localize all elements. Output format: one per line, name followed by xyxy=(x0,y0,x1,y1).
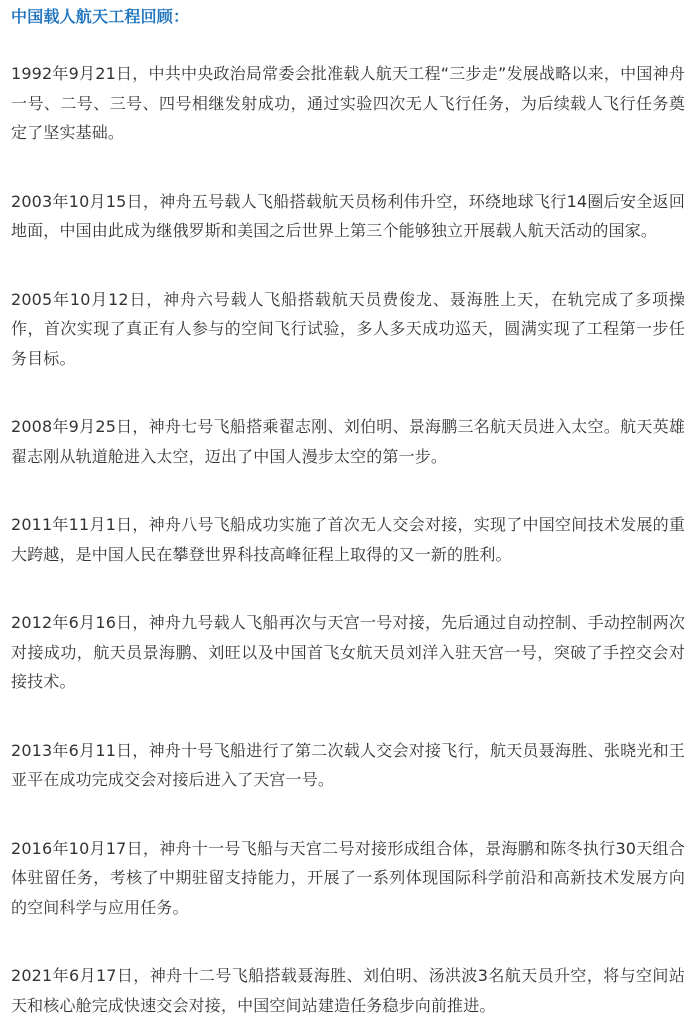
timeline-entry-2021: 2021年6月17日，神舟十二号飞船搭载聂海胜、刘伯明、汤洪波3名航天员升空，将与空间站天和核心舱完成快速交会对接，中国空间站建造任务稳步向前推进。 xyxy=(11,966,685,1015)
timeline-entry-2011: 2011年11月1日，神舟八号飞船成功实施了首次无人交会对接，实现了中国空间技术发展的重大跨越，是中国人民在攀登世界科技高峰征程上取得的又一新的胜利。 xyxy=(11,515,685,564)
timeline-entry-2013: 2013年6月11日，神舟十号飞船进行了第二次载人交会对接飞行，航天员聂海胜、张晓光和王亚平在成功完成交会对接后进入了天宫一号。 xyxy=(11,740,685,789)
timeline-entry-2005: 2005年10月12日，神舟六号载人飞船搭载航天员费俊龙、聂海胜上天，在轨完成了多项操作，首次实现了真正有人参与的空间飞行试验，多人多天成功巡天，圆满实现了工程第一步任务目标。 xyxy=(11,289,685,368)
timeline-entry-2012: 2012年6月16日，神舟九号载人飞船再次与天宫一号对接，先后通过自动控制、手动控制两次对接成功，航天员景海鹏、刘旺以及中国首飞女航天员刘洋入驻天宫一号，突破了手控交会对接技术。 xyxy=(11,613,685,691)
timeline-entry-2003: 2003年10月15日，神舟五号载人飞船搭载航天员杨利伟升空，环绕地球飞行14圈后安全返回地面，中国由此成为继俄罗斯和美国之后世界上第三个能够独立开展载人航天活动的国家。 xyxy=(11,191,685,240)
timeline-entry-2016: 2016年10月17日，神舟十一号飞船与天宫二号对接形成组合体，景海鹏和陈冬执行30天组合体驻留任务，考核了中期驻留支持能力，开展了一系列体现国际科学前沿和高新技术发展方向的空间科学与应用任务。 xyxy=(11,838,685,917)
timeline-entries xyxy=(11,59,685,1020)
article-heading: 中国载人航天工程回顾： xyxy=(11,7,190,26)
timeline-entry-1992: 1992年9月21日，中共中央政治局常委会批准载人航天工程“三步走”发展战略以来，中国神舟一号、二号、三号、四号相继发射成功，通过实验四次无人飞行任务，为后续载人飞行任务奠定了坚实基础。 xyxy=(11,64,685,142)
timeline-entry-2008: 2008年9月25日，神舟七号飞船搭乘翟志刚、刘伯明、景海鹏三名航天员进入太空。航天英雄翟志刚从轨道舱进入太空，迈出了中国人漫步太空的第一步。 xyxy=(11,417,685,466)
